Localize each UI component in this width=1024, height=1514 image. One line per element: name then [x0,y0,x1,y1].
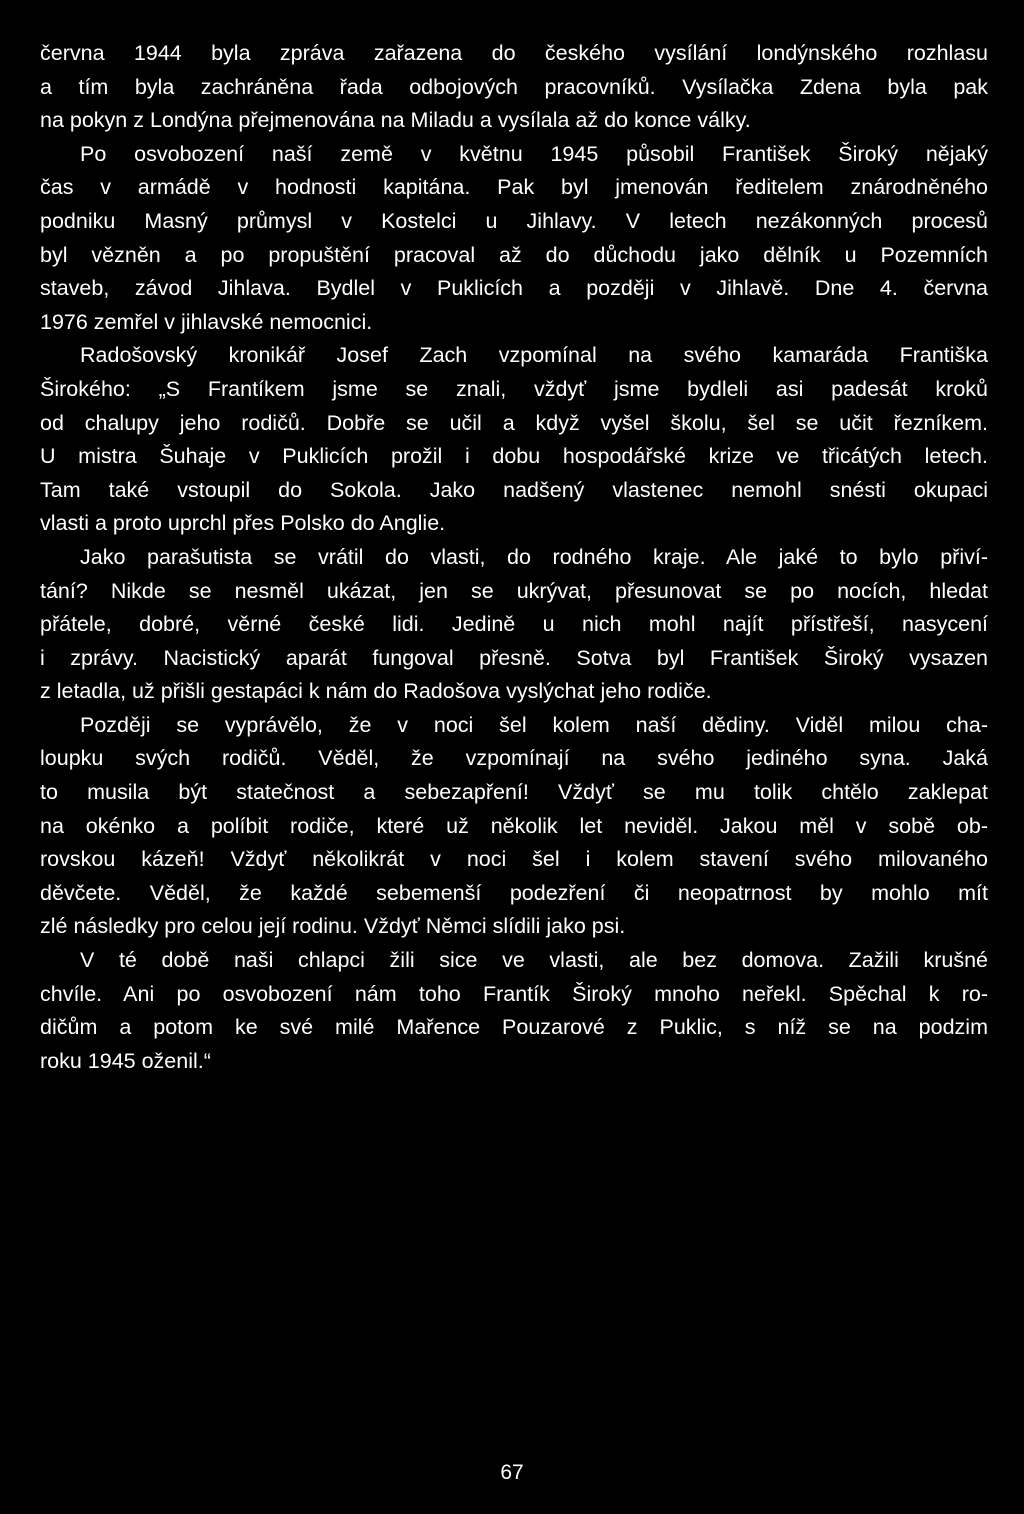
text-line: Později se vyprávělo, že v noci šel kolem naší dědiny. Viděl milou cha- [80,712,988,737]
text-line: i zprávy. Nacistický aparát fungoval přesně. Sotva byl František Široký vysazen [40,645,988,670]
text-line: čas v armádě v hodnosti kapitána. Pak byl jmenován ředitelem znárodněného [40,175,988,200]
text-line: staveb, závod Jihlava. Bydlel v Puklicích a později v Jihlavě. Dne 4. června [40,276,988,301]
text-line: Širokého: „S Frantíkem jsme se znali, vždyť jsme bydleli asi padesát kroků [40,376,988,401]
text-line: děvčete. Věděl, že každé sebemenší podezření či neopatrnost by mohlo mít [40,880,988,905]
text-line: Jako parašutista se vrátil do vlasti, do rodného kraje. Ale jaké to bylo přiví- [80,544,988,569]
text-line: roku 1945 oženil.“ [40,1048,211,1073]
text-line: přátele, dobré, věrné české lidi. Jedině u nich mohl najít přístřeší, nasycení [40,612,988,637]
page-number: 67 [500,1461,524,1484]
text-line: V té době naši chlapci žili sice ve vlasti, ale bez domova. Zažili krušné [80,948,988,973]
text-line: dičům a potom ke své milé Mařence Pouzarové z Puklic, s níž se na podzim [40,1015,988,1040]
document-body [40,37,988,1078]
text-line: U mistra Šuhaje v Puklicích prožil i dobu hospodářské krize ve třicátých letech. [40,444,988,469]
text-line: podniku Masný průmysl v Kostelci u Jihlavy. V letech nezákonných procesů [40,208,988,233]
text-line: zlé následky pro celou její rodinu. Vždyť Němci slídili jako psi. [40,914,626,939]
text-line: z letadla, už přišli gestapáci k nám do Radošova vyslýchat jeho rodiče. [40,679,712,704]
text-line: loupku svých rodičů. Věděl, že vzpomínají na svého jediného syna. Jaká [40,746,988,771]
text-line: Radošovský kronikář Josef Zach vzpomínal na svého kamaráda Františka [80,343,988,368]
text-line: Tam také vstoupil do Sokola. Jako nadšený vlastenec nemohl snésti okupaci [40,477,988,502]
text-line: rovskou kázeň! Vždyť několikrát v noci šel i kolem stavení svého milovaného [40,847,988,872]
text-line: června 1944 byla zpráva zařazena do českého vysílání londýnského rozhlasu [40,41,988,65]
text-line: vlasti a proto uprchl přes Polsko do Anglie. [40,511,446,536]
text-line: na pokyn z Londýna přejmenována na Miladu a vysílala až do konce války. [40,108,751,133]
text-line: od chalupy jeho rodičů. Dobře se učil a když vyšel školu, šel se učit řezníkem. [40,410,988,435]
text-line: chvíle. Ani po osvobození nám toho Frantík Široký mnoho neřekl. Spěchal k ro- [40,981,988,1006]
text-line: na okénko a políbit rodiče, které už několik let neviděl. Jakou měl v sobě ob- [40,813,988,838]
text-line: byl vězněn a po propuštění pracoval až do důchodu jako dělník u Pozemních [40,242,988,267]
text-line: Po osvobození naší země v květnu 1945 působil František Široký nějaký [80,141,988,166]
text-line: 1976 zemřel v jihlavské nemocnici. [40,309,373,334]
text-line: tání? Nikde se nesměl ukázat, jen se ukrývat, přesunovat se po nocích, hledat [40,578,988,603]
text-line: a tím byla zachráněna řada odbojových pracovníků. Vysílačka Zdena byla pak [40,74,988,99]
text-line: to musila být statečnost a sebezapření! Vždyť se mu tolik chtělo zaklepat [40,780,988,805]
